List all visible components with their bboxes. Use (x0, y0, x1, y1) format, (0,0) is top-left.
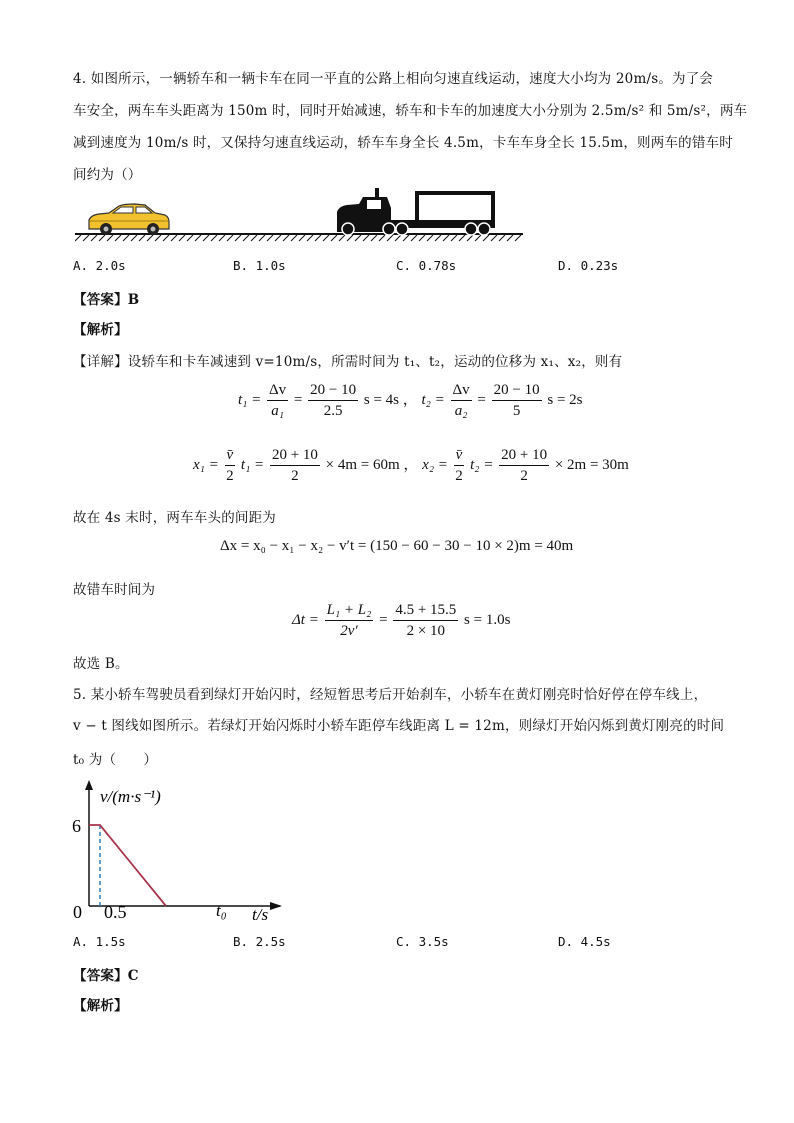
q4-analysis-label: 【解析】 (73, 322, 128, 338)
q4-line-3: 减到速度为 10m/s 时，又保持匀速直线运动，轿车车身全长 4.5m，卡车车身全长 15.5m，则两车的错车时 (73, 135, 733, 151)
q4-option-d[interactable]: D. 0.23s (558, 258, 619, 273)
q4-line-2: 车安全，两车车头距离为 150m 时，同时开始减速，轿车和卡车的加速度大小分别为 2.5m/s² 和 5m/s²，两车 (73, 103, 748, 119)
chart-y-label: v/(m·s⁻¹) (100, 787, 161, 806)
q5-analysis-label: 【解析】 (73, 998, 128, 1014)
chart-x-tick-0-5: 0.5 (104, 902, 127, 922)
vt-chart (70, 778, 290, 930)
q4-text-cross: 故错车时间为 (73, 582, 156, 598)
q4-answer: 【答案】B (73, 292, 140, 308)
equation-delta-t: Δt = $\frac{\text{L₁ + L₂}}{2v'}$ = $\frac{4.5 + 15.5}{2 \times 10}$ s = 1.0s (292, 602, 511, 639)
chart-x-tick-t0: t₀ (216, 901, 227, 920)
chart-x-tick-0: 0 (73, 902, 82, 922)
q5-line-2: v − t 图线如图所示。若绿灯开始闪烁时小轿车距停车线距离 L = 12m，则绿灯开始闪烁到黄灯刚亮的时间 (73, 718, 725, 734)
q4-line-1: 4. 如图所示，一辆轿车和一辆卡车在同一平直的公路上相向匀速直线运动，速度大小均为 20m/s。为了会 (73, 71, 714, 87)
q5-option-d[interactable]: D. 4.5s (558, 934, 611, 949)
q5-answer: 【答案】C (73, 968, 139, 984)
chart-x-label: t/s (252, 905, 269, 924)
q4-line-4: 间约为（） (73, 167, 142, 183)
q5-option-a[interactable]: A. 1.5s (73, 934, 126, 949)
road-illustration (75, 186, 525, 242)
equation-delta-x: Δx = x₀ − x₁ − x₂ − v′t = (150 − 60 − 30 − 10 × 2)m = 40m (220, 538, 574, 554)
q4-text-4s: 故在 4s 末时，两车车头的间距为 (73, 510, 276, 526)
equation-t: t₁ = $\frac{\Delta v}{\text{a₁}}$ = $\frac{20 - 10}{2.5}$ s = 4s ， t₂ = $\frac{\Delta v}{\text{a₂}}$ = $\frac{20 - 10}{5}$ s = 2s (238, 382, 583, 419)
q4-option-b[interactable]: B. 1.0s (233, 258, 286, 273)
q4-option-a[interactable]: A. 2.0s (73, 258, 126, 273)
q5-option-c[interactable]: C. 3.5s (396, 934, 449, 949)
chart-y-arrow-icon (85, 780, 93, 790)
sedan-car-icon (89, 204, 169, 235)
chart-x-arrow-icon (270, 902, 282, 910)
chart-y-tick-6: 6 (72, 816, 81, 836)
equation-x: x₁ = $\frac{v̄}{2}$ t₁ = $\frac{20 + 10}{2}$ × 4m = 60m ， x₂ = $\frac{v̄}{2}$ t₂ = $\frac{20 + 10}{2}$ × 2m = 30m (193, 447, 629, 484)
q5-option-b[interactable]: B. 2.5s (233, 934, 286, 949)
q5-line-1: 5. 某小轿车驾驶员看到绿灯开始闪时，经短暂思考后开始刹车，小轿车在黄灯刚亮时恰好停在停车线上， (73, 687, 708, 703)
q4-choose: 故选 B。 (73, 656, 129, 672)
q4-option-c[interactable]: C. 0.78s (396, 258, 457, 273)
q5-line-3: t₀ 为（ ） (73, 752, 158, 768)
q4-detail: 【详解】设轿车和卡车减速到 v=10m/s，所需时间为 t₁、t₂，运动的位移为 x₁、x₂，则有 (73, 354, 623, 370)
truck-icon (337, 188, 495, 235)
chart-series-line (89, 825, 166, 906)
